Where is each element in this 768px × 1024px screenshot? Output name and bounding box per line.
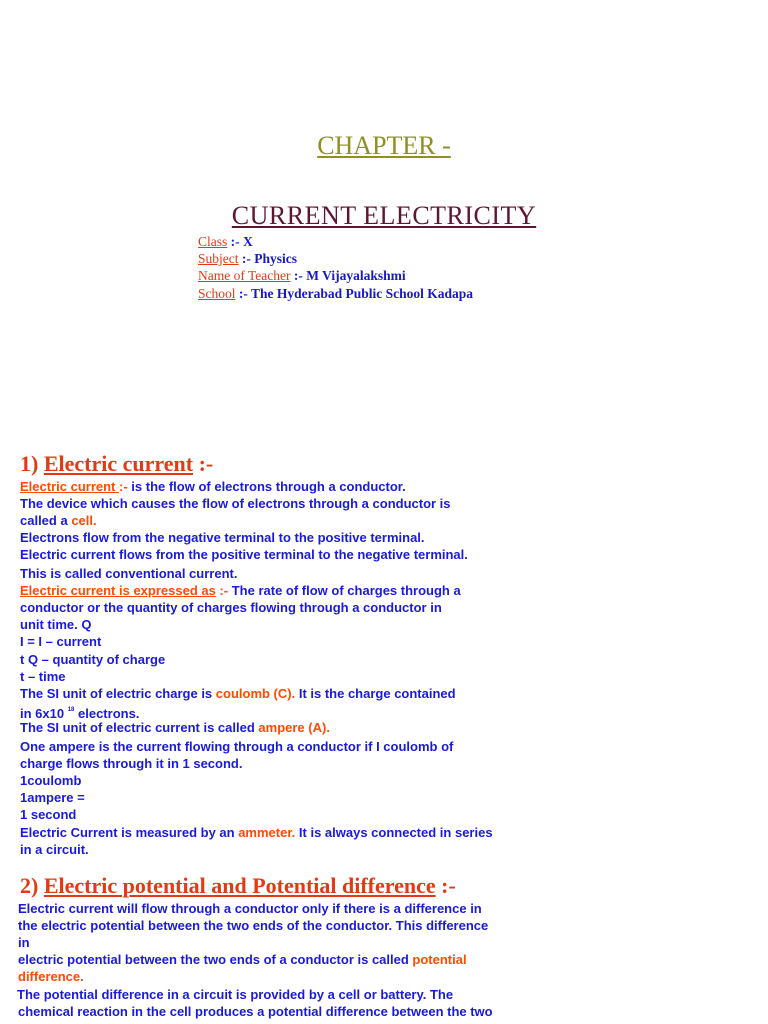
s1-line-22: in a circuit. <box>20 842 89 857</box>
s1-line-18: 1coulomb <box>20 773 82 788</box>
section-1-number: 1) <box>20 451 44 476</box>
s1-line-15 <box>20 719 330 736</box>
s1-term-expressed-as: Electric current is expressed as <box>20 583 216 598</box>
meta-class-value: :- X <box>227 234 253 249</box>
s1-term-ammeter: ammeter. <box>238 825 296 840</box>
section-2-title: Electric potential and Potential difference <box>43 873 436 898</box>
meta-subject-label: Subject <box>198 251 239 266</box>
s1-text: It is always connected in series <box>295 825 493 840</box>
s1-line-1 <box>20 478 406 495</box>
s1-text: electrons. <box>74 706 140 721</box>
s1-line-11: t Q – quantity of charge <box>20 652 166 667</box>
s2-text: electric potential between the two ends of a conductor is called <box>18 952 413 967</box>
section-1-heading <box>20 451 213 477</box>
s1-text: is the flow of electrons through a conductor. <box>127 479 406 494</box>
section-2-number: 2) <box>20 873 44 898</box>
s1-line-17: charge flows through it in 1 second. <box>20 756 243 771</box>
s1-line-20: 1 second <box>20 807 77 822</box>
meta-school <box>198 286 473 302</box>
s1-line-2: The device which causes the flow of electrons through a conductor is <box>20 496 451 511</box>
s1-line-21 <box>20 824 493 841</box>
meta-school-label: School <box>198 286 236 301</box>
section-2-suffix: :- <box>435 873 456 898</box>
s2-term-difference: difference. <box>18 969 84 984</box>
meta-subject-value: :- Physics <box>238 251 297 266</box>
chapter-title: CHAPTER - <box>317 131 451 160</box>
s1-line-6: This is called conventional current. <box>20 566 238 581</box>
s1-line-16: One ampere is the current flowing through a conductor if I coulomb of <box>20 739 454 754</box>
s1-line-19: 1ampere = <box>20 790 85 805</box>
s1-line-5: Electric current flows from the positive terminal to the negative terminal. <box>20 547 468 562</box>
s1-text: The SI unit of electric current is called <box>20 720 259 735</box>
s1-line-7 <box>20 582 461 599</box>
s1-term-electric-current: Electric current <box>20 479 119 494</box>
s2-line-4 <box>18 951 467 968</box>
s1-text: in 6x10 <box>20 706 68 721</box>
s1-line-9: unit time. Q <box>20 617 92 632</box>
meta-class-label: Class <box>198 234 228 249</box>
s1-colon: :- <box>119 479 128 494</box>
s1-text: The SI unit of electric charge is <box>20 686 216 701</box>
s1-line-12: t – time <box>20 669 66 684</box>
meta-school-value: :- The Hyderabad Public School Kadapa <box>235 286 474 301</box>
section-1-title: Electric current <box>43 451 194 476</box>
s1-text: called a <box>20 513 72 528</box>
s1-text: It is the charge contained <box>295 686 456 701</box>
s2-line-3: in <box>18 935 30 950</box>
s1-line-8: conductor or the quantity of charges flowing through a conductor in <box>20 600 442 615</box>
meta-class <box>198 234 253 250</box>
s2-line-7: chemical reaction in the cell produces a potential difference between the two <box>18 1004 493 1019</box>
s1-term-cell: cell. <box>71 513 97 528</box>
document-title: CURRENT ELECTRICITY <box>231 201 537 230</box>
meta-teacher <box>198 268 406 284</box>
s2-line-5 <box>18 968 84 985</box>
s2-line-1: Electric current will flow through a conductor only if there is a difference in <box>18 901 482 916</box>
s1-text: The rate of flow of charges through a <box>228 583 461 598</box>
s1-line-13 <box>20 685 456 702</box>
s2-term-potential: potential <box>412 952 467 967</box>
s1-term-coulomb: coulomb (C). <box>215 686 296 701</box>
meta-teacher-label: Name of Teacher <box>198 268 291 283</box>
s1-line-4: Electrons flow from the negative terminal to the positive terminal. <box>20 530 425 545</box>
section-2-heading <box>20 873 456 899</box>
s2-line-6: The potential difference in a circuit is provided by a cell or battery. The <box>17 987 454 1002</box>
s2-line-2: the electric potential between the two ends of the conductor. This difference <box>18 918 489 933</box>
meta-subject <box>198 251 297 267</box>
s1-term-ampere: ampere (A). <box>258 720 330 735</box>
meta-teacher-value: :- M Vijayalakshmi <box>290 268 406 283</box>
s1-text: Electric Current is measured by an <box>20 825 239 840</box>
s1-exponent: 18 <box>67 707 75 713</box>
s1-line-10: I = I – current <box>20 634 102 649</box>
s1-colon: :- <box>215 583 229 598</box>
s1-line-3 <box>20 512 97 529</box>
section-1-suffix: :- <box>193 451 214 476</box>
